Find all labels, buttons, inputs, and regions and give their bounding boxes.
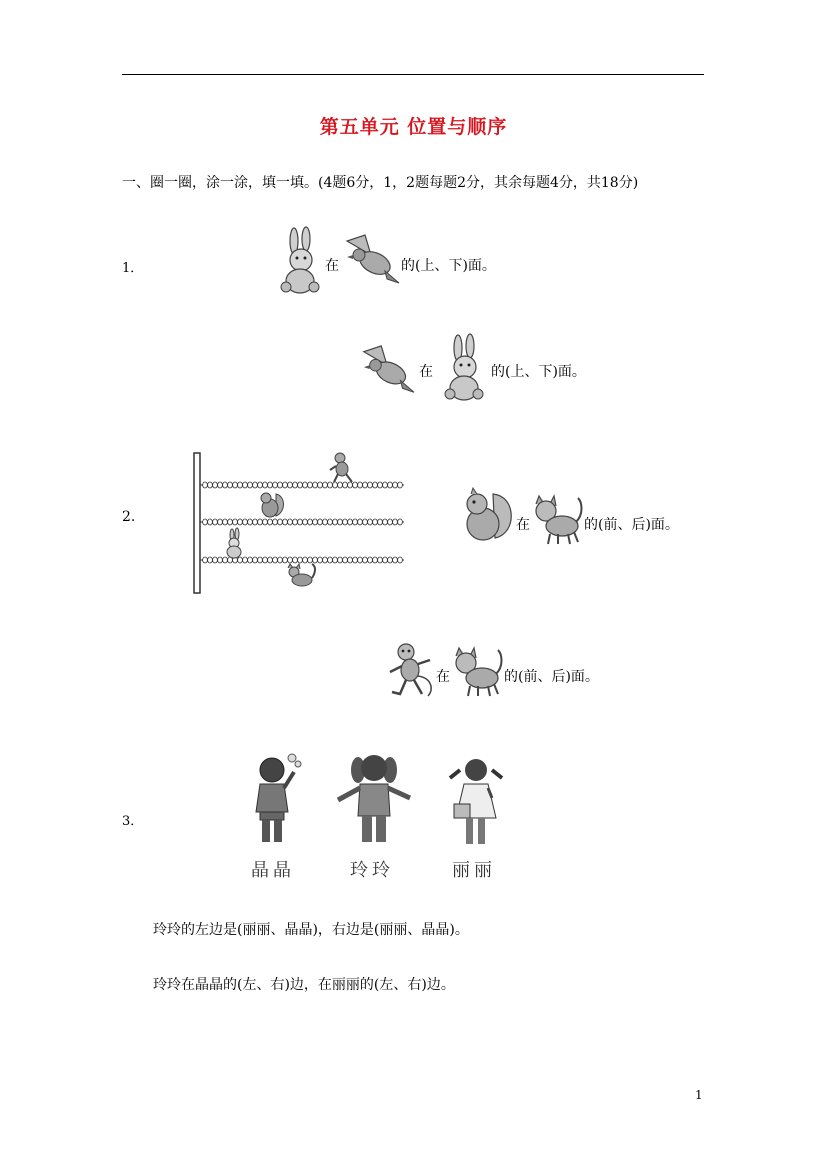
abacus-bead — [358, 482, 363, 488]
abacus-bead — [288, 482, 293, 488]
abacus-bead — [373, 519, 378, 525]
abacus-bead — [228, 519, 233, 525]
abacus-bead — [268, 557, 273, 563]
abacus-bead — [343, 519, 348, 525]
abacus-bead — [238, 482, 243, 488]
abacus-bead — [258, 482, 263, 488]
name-label-jingjing: 晶晶 — [251, 860, 295, 881]
abacus-bead — [353, 557, 358, 563]
q1-connector-2: 在 — [419, 364, 433, 380]
abacus-bead — [318, 482, 323, 488]
abacus-bead — [343, 557, 348, 563]
abacus-bead — [323, 482, 328, 488]
abacus-bead — [243, 557, 248, 563]
rabbit-icon — [442, 334, 488, 404]
question-2-number: 2. — [122, 509, 136, 525]
abacus-bead — [398, 482, 403, 488]
q3-sentence-2[interactable]: 玲玲在晶晶的(左、右)边，在丽丽的(左、右)边。 — [153, 977, 455, 993]
abacus-bead — [368, 482, 373, 488]
abacus-bead — [368, 557, 373, 563]
abacus-bead — [213, 519, 218, 525]
abacus-bead — [278, 557, 283, 563]
abacus-bead — [263, 519, 268, 525]
abacus-bead — [258, 557, 263, 563]
abacus-bead — [203, 482, 208, 488]
abacus-bead — [278, 482, 283, 488]
abacus-bead — [393, 519, 398, 525]
bird-icon — [343, 233, 401, 289]
abacus-bead — [223, 519, 228, 525]
abacus-bead — [273, 557, 278, 563]
abacus-bead — [388, 519, 393, 525]
abacus-bead — [373, 482, 378, 488]
q2-connector-2: 在 — [436, 669, 450, 685]
abacus-bead — [353, 519, 358, 525]
abacus-bead — [263, 557, 268, 563]
abacus-bead — [203, 557, 208, 563]
abacus-bead — [213, 557, 218, 563]
abacus-bead — [318, 557, 323, 563]
abacus-bead — [383, 482, 388, 488]
abacus-bead — [243, 519, 248, 525]
monkey-icon — [388, 642, 436, 698]
abacus-bead — [363, 482, 368, 488]
abacus-bead — [298, 557, 303, 563]
squirrel-icon — [261, 493, 284, 517]
abacus-bead — [313, 519, 318, 525]
abacus-bead — [313, 482, 318, 488]
abacus-bead — [293, 519, 298, 525]
bird-icon — [360, 343, 416, 399]
abacus-bead — [378, 519, 383, 525]
abacus-bead — [263, 482, 268, 488]
page-number: 1 — [695, 1088, 703, 1102]
abacus-bead — [363, 519, 368, 525]
girl-icon — [446, 754, 506, 850]
abacus-bead — [378, 482, 383, 488]
abacus-bead — [293, 557, 298, 563]
abacus-bead — [383, 519, 388, 525]
q1-connector-1: 在 — [325, 258, 339, 274]
abacus-bead — [208, 519, 213, 525]
abacus-bead — [388, 557, 393, 563]
girl-icon — [334, 750, 414, 850]
abacus-bead — [328, 557, 333, 563]
girl-icon — [244, 752, 306, 848]
abacus-bead — [363, 557, 368, 563]
abacus-bead — [338, 519, 343, 525]
abacus-bead — [233, 519, 238, 525]
abacus-bead — [328, 519, 333, 525]
monkey-icon — [330, 453, 352, 482]
q2-answer-1[interactable]: 的(前、后)面。 — [584, 517, 679, 533]
cat-icon — [532, 494, 584, 546]
abacus-bead — [313, 557, 318, 563]
abacus-bead — [348, 557, 353, 563]
squirrel-icon — [463, 490, 517, 546]
abacus-bead — [358, 557, 363, 563]
abacus-bead — [358, 519, 363, 525]
q2-connector-1: 在 — [516, 517, 530, 533]
abacus-bead — [238, 519, 243, 525]
abacus-bead — [308, 482, 313, 488]
abacus-bead — [273, 519, 278, 525]
abacus-bead — [348, 519, 353, 525]
abacus-bead — [218, 482, 223, 488]
abacus-bead — [208, 557, 213, 563]
abacus-bead — [338, 557, 343, 563]
abacus-bead — [383, 557, 388, 563]
abacus-bead — [323, 557, 328, 563]
abacus-bead — [338, 482, 343, 488]
abacus-bead — [323, 519, 328, 525]
abacus-bead — [253, 519, 258, 525]
abacus-bead — [288, 557, 293, 563]
abacus-bead — [308, 557, 313, 563]
abacus-bead — [248, 557, 253, 563]
abacus-bead — [378, 557, 383, 563]
abacus-bead — [288, 519, 293, 525]
abacus-bead — [353, 482, 358, 488]
abacus-bead — [393, 482, 398, 488]
abacus-bead — [203, 519, 208, 525]
name-label-lingling: 玲玲 — [350, 860, 394, 881]
abacus-bead — [283, 482, 288, 488]
abacus-bead — [333, 482, 338, 488]
abacus-bead — [283, 557, 288, 563]
question-1-number: 1． — [122, 261, 144, 276]
abacus-bead — [303, 519, 308, 525]
q1-answer-1[interactable]: 的(上、下)面。 — [401, 258, 496, 274]
rabbit-icon — [227, 528, 241, 558]
abacus-bead — [258, 519, 263, 525]
question-3-number: 3． — [122, 814, 144, 829]
abacus-bead — [253, 557, 258, 563]
q3-sentence-1[interactable]: 玲玲的左边是(丽丽、晶晶)，右边是(丽丽、晶晶)。 — [153, 922, 469, 938]
abacus-bead — [223, 557, 228, 563]
name-label-lili: 丽丽 — [452, 860, 496, 881]
abacus-bead — [293, 482, 298, 488]
abacus-bead — [268, 482, 273, 488]
abacus-bead — [253, 482, 258, 488]
abacus-bead — [298, 519, 303, 525]
abacus-bead — [208, 482, 213, 488]
section-instruction: 一、圈一圈，涂一涂，填一填。(4题6分，1，2题每题2分，其余每题4分，共18分) — [122, 175, 639, 191]
page-title: 第五单元 位置与顺序 — [319, 116, 508, 138]
abacus-bead — [368, 519, 373, 525]
abacus-bead — [228, 482, 233, 488]
abacus-bead — [218, 557, 223, 563]
abacus-bead — [248, 482, 253, 488]
abacus-bead — [213, 482, 218, 488]
abacus-bead — [283, 519, 288, 525]
abacus-bead — [243, 482, 248, 488]
q2-answer-2[interactable]: 的(前、后)面。 — [504, 669, 599, 685]
abacus-bead — [298, 482, 303, 488]
abacus-bead — [303, 557, 308, 563]
abacus-bead — [268, 519, 273, 525]
abacus-bead — [278, 519, 283, 525]
abacus-bead — [318, 519, 323, 525]
abacus-bead — [303, 482, 308, 488]
abacus-bead — [233, 482, 238, 488]
header-rule — [122, 74, 704, 75]
abacus-illustration — [192, 452, 407, 595]
cat-icon — [288, 564, 315, 586]
abacus-bead — [238, 557, 243, 563]
abacus-bead — [393, 557, 398, 563]
abacus-bead — [218, 519, 223, 525]
abacus-bead — [348, 482, 353, 488]
abacus-bead — [388, 482, 393, 488]
abacus-bead — [373, 557, 378, 563]
abacus-bead — [273, 482, 278, 488]
abacus-bead — [333, 557, 338, 563]
q1-answer-2[interactable]: 的(上、下)面。 — [491, 364, 586, 380]
abacus-bead — [223, 482, 228, 488]
cat-icon — [452, 646, 504, 698]
abacus-bead — [343, 482, 348, 488]
abacus-bead — [308, 519, 313, 525]
abacus-bead — [328, 482, 333, 488]
rabbit-icon — [278, 227, 324, 297]
abacus-bead — [398, 519, 403, 525]
abacus-bead — [333, 519, 338, 525]
abacus-bead — [398, 557, 403, 563]
abacus-bead — [248, 519, 253, 525]
